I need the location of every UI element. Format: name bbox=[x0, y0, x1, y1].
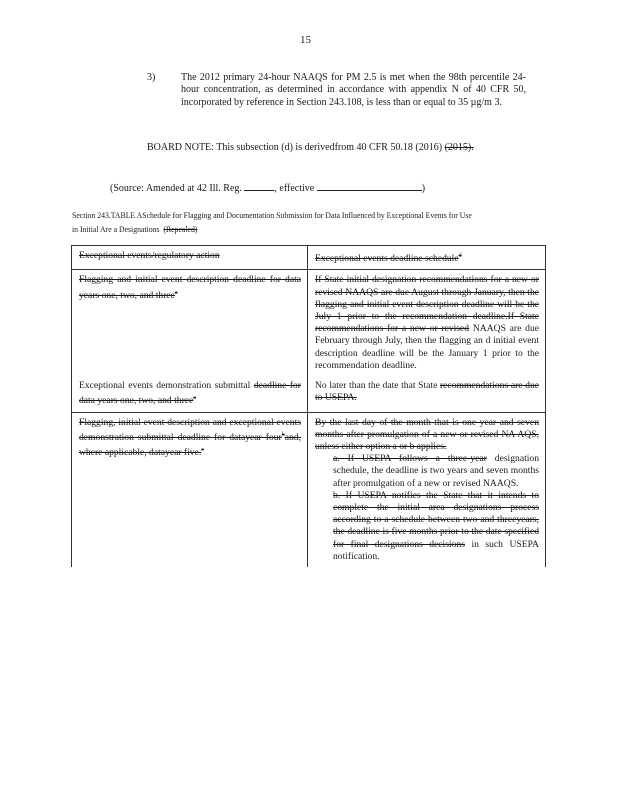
row1-left: Flagging and initial event description deadline for data years one, two, and three bbox=[79, 274, 301, 301]
row2-right-cell bbox=[308, 376, 546, 412]
row2-left-struck: deadline for data years one, two, and three bbox=[79, 380, 301, 407]
row2-right-plain: No later than the date that State bbox=[315, 380, 438, 392]
row2-right-struck: recommendations are due to USEPA. bbox=[315, 380, 540, 404]
item-text: The 2012 primary 24-hour NAAQS for PM 2.5 is met when the 98th percentile 24-hour concentration, as determined in accordance with appendix N of 40 CFR 50, incorporated by reference in Section 243.108, is less than or equal to 35 µg/m 3. bbox=[181, 72, 526, 108]
source-prefix: (Source: Amended at 42 Ill. Reg. bbox=[110, 183, 242, 194]
source-effective: , effective bbox=[274, 183, 315, 194]
table-header-row bbox=[72, 246, 546, 270]
board-note-text: BOARD NOTE: This subsection (d) is derivedfrom 40 CFR 50.18 (2016) bbox=[147, 142, 443, 153]
row3-option-b bbox=[315, 490, 539, 563]
source-line bbox=[110, 181, 480, 194]
header-right-sup: d bbox=[458, 253, 462, 259]
row3-left-struck: Flagging, initial event description and exceptional events demonstration submittal deadline for datayear four bbox=[79, 416, 301, 443]
board-note bbox=[147, 142, 497, 154]
schedule-table bbox=[71, 245, 546, 567]
table-row bbox=[72, 270, 546, 376]
row2-left-sup: a bbox=[193, 395, 196, 402]
board-note-struck: (2015). bbox=[444, 142, 474, 153]
header-right: Exceptional events deadline schedule bbox=[315, 253, 459, 265]
item-number: 3) bbox=[147, 72, 156, 83]
row3-right-cell bbox=[308, 412, 546, 567]
row2-left-plain: Exceptional events demonstration submittal bbox=[79, 380, 251, 392]
row3-left-mid: and, where applicable, datayear five. bbox=[79, 432, 301, 459]
row3-left-cell bbox=[72, 412, 308, 567]
table-row bbox=[72, 376, 546, 412]
row3-opt-b-struck: b. If USEPA notifies the State that it intends to complete the initial area designations process according to a schedule between two and threeyears, the deadline is five months prior to the date specified for final designations decisions bbox=[333, 489, 539, 550]
row1-right-cell bbox=[308, 270, 546, 376]
section-heading-text: Section 243.TABLE ASchedule for Flagging and Documentation Submission for Data Influenced by Exceptional Events for Use in Initial Are a Designations bbox=[72, 211, 472, 234]
row3-opt-b-plain: in such USEPA notification. bbox=[333, 538, 539, 562]
row3-option-a bbox=[315, 453, 539, 490]
row3-left-sup1: b bbox=[281, 431, 285, 438]
row1-left-cell bbox=[72, 270, 308, 376]
row1-right-struck: If State initial designation recommendations for a new or revised NAAQS are due August through January, then the flagging and initial event description deadline will be the July 1 prior to the recommendation deadline.If State recommendations for a new or revised bbox=[315, 274, 539, 335]
row3-right-struck: By the last day of the month that is one year and seven months after promulgation of a new or revised NA AQS, unless either option a or b applies. bbox=[315, 416, 539, 453]
row3-left-sup2: c bbox=[201, 447, 204, 454]
source-date-blank bbox=[317, 181, 422, 191]
table-row bbox=[72, 412, 546, 567]
row3-opt-a-plain: designation schedule, the deadline is two years and seven months after promulgation of a new or revised NAAQS. bbox=[333, 453, 539, 489]
section-repealed: (Repealed) bbox=[163, 225, 198, 234]
row1-left-sup: a bbox=[174, 289, 178, 296]
source-close: ) bbox=[421, 183, 426, 194]
row1-right-plain: NAAQS are due February through July, then the flagging an d initial event description deadline will be the January 1 prior to the recommendation deadline. bbox=[315, 323, 539, 371]
header-left: Exceptional events/regulatory action bbox=[79, 250, 220, 261]
row3-opt-a-struck: a. If USEPA follows a three-year bbox=[333, 453, 487, 465]
row2-left-cell bbox=[72, 376, 308, 412]
page-number: 15 bbox=[300, 34, 311, 46]
header-right-cell bbox=[308, 246, 546, 270]
section-heading bbox=[72, 209, 479, 237]
source-reg-blank bbox=[244, 181, 274, 191]
header-left-cell bbox=[72, 246, 308, 270]
